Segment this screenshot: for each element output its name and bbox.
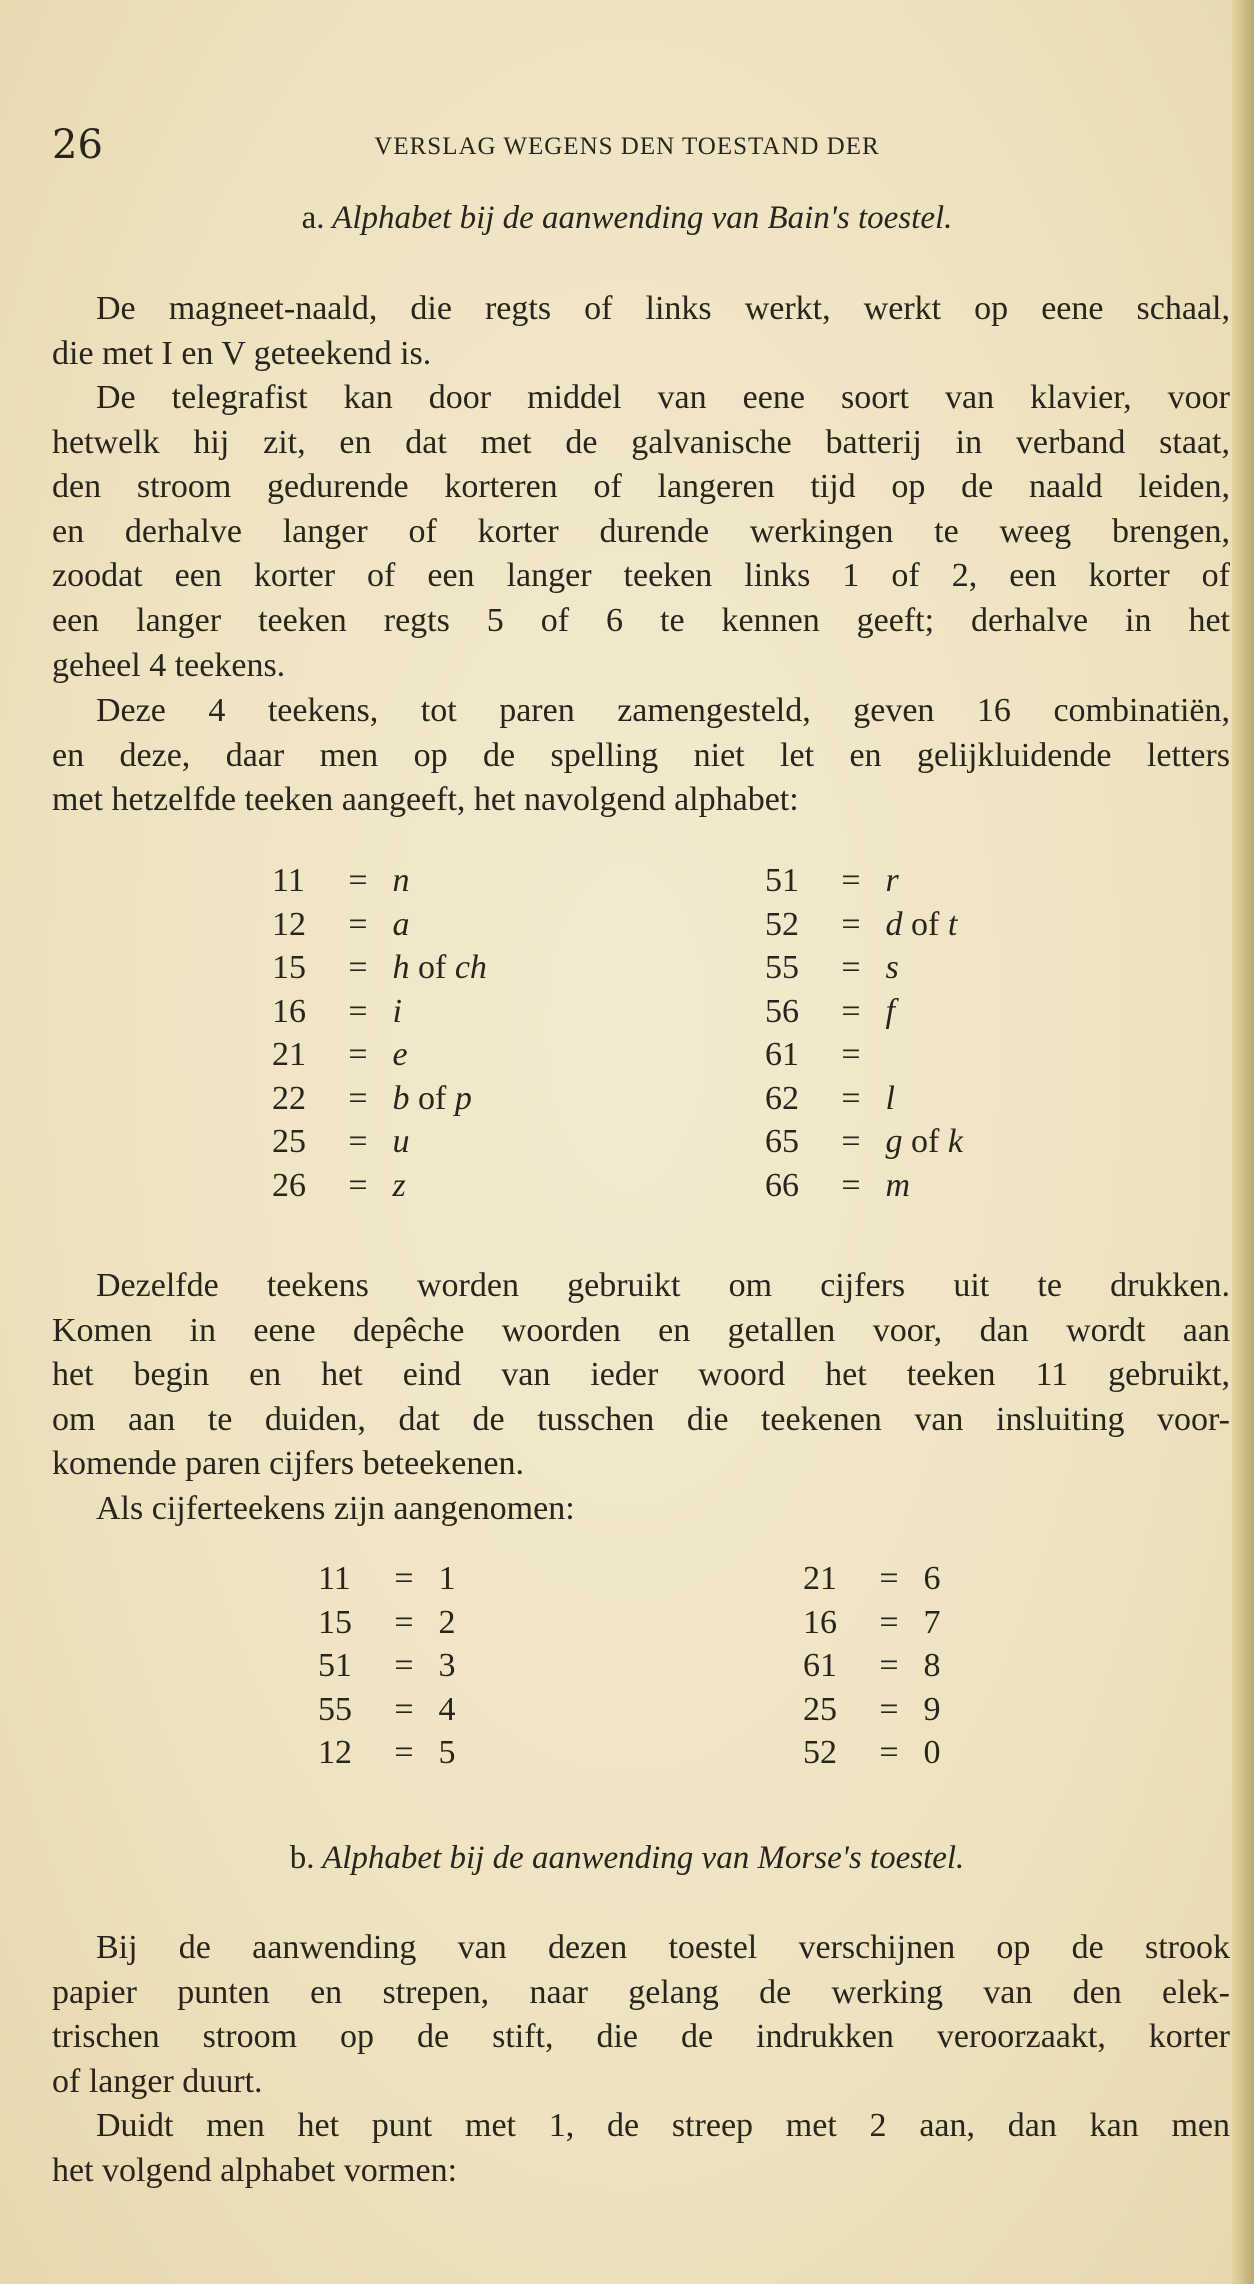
- equals-sign: =: [879, 1560, 899, 1597]
- digit-row: [318, 1691, 456, 1729]
- section-a-heading: [0, 200, 1254, 237]
- digit-row: [318, 1560, 456, 1598]
- equals-sign: =: [394, 1690, 414, 1728]
- section-a-title: Alphabet bij de aanwending van Bain's toestel.: [332, 200, 953, 236]
- equals-sign: =: [841, 949, 861, 986]
- text-line: en derhalve langer of korter durende werkingen te weeg brengen,: [52, 512, 1230, 550]
- text-line: of langer duurt.: [52, 2062, 263, 2100]
- digit-row: [318, 1647, 456, 1685]
- digit-row: [803, 1560, 941, 1598]
- equals-sign: =: [841, 1123, 861, 1160]
- alphabet-row: [272, 906, 410, 944]
- code-number: 12: [272, 905, 306, 943]
- equals-sign: =: [394, 1734, 414, 1771]
- alphabet-row: [765, 862, 899, 900]
- equals-sign: =: [394, 1647, 414, 1684]
- alphabet-row: [272, 1080, 472, 1118]
- text-line: Als cijferteekens zijn aangenomen:: [96, 1490, 575, 1527]
- code-number: 16: [803, 1603, 837, 1641]
- digit-row: [803, 1647, 941, 1685]
- alphabet-row: [272, 862, 410, 900]
- code-number: 21: [803, 1560, 837, 1597]
- text-line: papier punten en strepen, naar gelang de werking van den elek-: [52, 1973, 1230, 2011]
- or-word: of: [409, 1079, 455, 1117]
- section-b-letter: b.: [289, 1840, 315, 1876]
- paragraph-morse-strip: [52, 1926, 1230, 2104]
- code-number: 25: [272, 1123, 306, 1160]
- digit-row: [803, 1691, 941, 1729]
- text-line: het volgend alphabet vormen:: [52, 2151, 458, 2189]
- equals-sign: =: [348, 905, 368, 943]
- page-edge: [1232, 0, 1254, 2284]
- equals-sign: =: [879, 1603, 899, 1641]
- digit-value: 2: [430, 1603, 456, 1641]
- equals-sign: =: [879, 1690, 899, 1728]
- text-line: De telegrafist kan door middel van eene soort van klavier, voor: [96, 379, 1230, 416]
- or-word: of: [902, 1123, 948, 1160]
- text-line: trischen stroom op de stift, die de indrukken veroorzaakt, korter: [52, 2018, 1230, 2056]
- digit-value: 1: [430, 1560, 456, 1597]
- or-word: of: [409, 949, 455, 986]
- text-line: hetwelk hij zit, en dat met de galvanische batterij in verband staat,: [52, 423, 1230, 461]
- equals-sign: =: [348, 862, 368, 899]
- paragraph-telegraphist: [52, 376, 1230, 688]
- section-b-title: Alphabet bij de aanwending van Morse's toestel.: [322, 1840, 965, 1876]
- equals-sign: =: [348, 1123, 368, 1160]
- equals-sign: =: [841, 1036, 861, 1073]
- paragraph-combinations: [52, 689, 1230, 823]
- text-line: het begin en het eind van ieder woord het teeken 11 gebruikt,: [52, 1356, 1230, 1394]
- text-line: De magneet-naald, die regts of links werkt, werkt op eene schaal,: [96, 290, 1230, 327]
- section-a-letter: a.: [301, 200, 325, 236]
- code-number: 55: [765, 949, 799, 986]
- equals-sign: =: [348, 949, 368, 986]
- digit-row: [803, 1734, 941, 1772]
- digit-value: 3: [430, 1647, 456, 1684]
- page-number: 26: [52, 122, 103, 168]
- code-number: 55: [318, 1690, 352, 1728]
- code-number: 52: [803, 1734, 837, 1771]
- code-number: 12: [318, 1734, 352, 1771]
- digit-value: 0: [915, 1734, 941, 1771]
- text-line: Komen in eene depêche woorden en getallen voor, dan wordt aan: [52, 1311, 1230, 1349]
- code-number: 61: [803, 1647, 837, 1684]
- equals-sign: =: [348, 1166, 368, 1204]
- alphabet-row: [272, 1167, 406, 1205]
- alphabet-row: [765, 906, 957, 944]
- equals-sign: =: [348, 1036, 368, 1073]
- text-line: Deze 4 teekens, tot paren zamengesteld, geven 16 combinatiën,: [96, 692, 1230, 729]
- letter-value: r: [877, 862, 899, 899]
- code-number: 65: [765, 1123, 799, 1160]
- paragraph-morse-alphabet-intro: [52, 2104, 1230, 2193]
- letter-value: g: [877, 1123, 903, 1160]
- text-line: zoodat een korter of een langer teeken links 1 of 2, een korter of: [52, 557, 1230, 595]
- code-number: 22: [272, 1079, 306, 1117]
- text-line: Duidt men het punt met 1, de streep met 2 aan, dan kan men: [96, 2107, 1230, 2144]
- letter-value: l: [877, 1079, 895, 1117]
- digit-value: 4: [430, 1690, 456, 1728]
- letter-value: b: [384, 1079, 410, 1117]
- digit-row: [318, 1734, 456, 1772]
- letter-value: u: [384, 1123, 410, 1160]
- text-line: Bij de aanwending van dezen toestel verschijnen op de strook: [96, 1929, 1230, 1966]
- digit-value: 9: [915, 1690, 941, 1728]
- text-line: om aan te duiden, dat de tusschen die teekenen van insluiting voor-: [52, 1400, 1230, 1438]
- alphabet-row: [272, 1036, 408, 1074]
- text-line: geheel 4 teekens.: [52, 646, 286, 684]
- equals-sign: =: [879, 1647, 899, 1684]
- paragraph-digits: [52, 1264, 1230, 1487]
- text-line: een langer teeken regts 5 of 6 te kennen geeft; derhalve in het: [52, 601, 1230, 639]
- letter-value: i: [384, 992, 402, 1030]
- code-number: 66: [765, 1166, 799, 1204]
- digit-row: [803, 1604, 941, 1642]
- equals-sign: =: [348, 992, 368, 1030]
- text-line: Dezelfde teekens worden gebruikt om cijfers uit te drukken.: [96, 1267, 1230, 1304]
- equals-sign: =: [841, 992, 861, 1030]
- code-number: 16: [272, 992, 306, 1030]
- text-line: komende paren cijfers beteekenen.: [52, 1445, 524, 1483]
- equals-sign: =: [394, 1603, 414, 1641]
- letter-value: f: [877, 992, 895, 1030]
- equals-sign: =: [841, 905, 861, 943]
- code-number: 21: [272, 1036, 306, 1073]
- code-number: 25: [803, 1690, 837, 1728]
- text-line: den stroom gedurende korteren of langeren tijd op de naald leiden,: [52, 468, 1230, 506]
- code-number: 11: [272, 862, 305, 899]
- digit-value: 8: [915, 1647, 941, 1684]
- alternate-letter: k: [947, 1123, 963, 1160]
- letter-value: m: [877, 1166, 911, 1204]
- code-number: 52: [765, 905, 799, 943]
- equals-sign: =: [841, 1079, 861, 1117]
- equals-sign: =: [841, 1166, 861, 1204]
- alphabet-row: [765, 949, 899, 987]
- alphabet-row: [765, 993, 895, 1031]
- text-line: en deze, daar men op de spelling niet let en gelijkluidende letters: [52, 736, 1230, 774]
- digit-value: 7: [915, 1603, 941, 1641]
- code-number: 15: [272, 949, 306, 986]
- digit-value: 5: [430, 1734, 456, 1771]
- letter-value: n: [384, 862, 410, 899]
- letter-value: z: [384, 1166, 406, 1204]
- alphabet-row: [765, 1080, 895, 1118]
- code-number: 62: [765, 1079, 799, 1117]
- section-b-heading: [0, 1840, 1254, 1877]
- paragraph-digit-codes-intro: [52, 1487, 1230, 1532]
- equals-sign: =: [348, 1079, 368, 1117]
- letter-value: s: [877, 949, 899, 986]
- equals-sign: =: [879, 1734, 899, 1771]
- equals-sign: =: [394, 1560, 414, 1597]
- letter-value: e: [384, 1036, 408, 1073]
- letter-value: d: [877, 905, 903, 943]
- alphabet-row: [272, 1123, 410, 1161]
- code-number: 61: [765, 1036, 799, 1073]
- code-number: 56: [765, 992, 799, 1030]
- running-title: VERSLAG WEGENS DEN TOESTAND DER: [374, 133, 880, 160]
- alphabet-row: [272, 949, 487, 987]
- paragraph-magnet-needle: [52, 287, 1230, 376]
- code-number: 15: [318, 1603, 352, 1641]
- code-number: 26: [272, 1166, 306, 1204]
- letter-value: h: [384, 949, 410, 986]
- letter-value: a: [384, 905, 410, 943]
- digit-row: [318, 1604, 456, 1642]
- code-number: 51: [318, 1647, 352, 1684]
- alphabet-row: [765, 1036, 877, 1074]
- alphabet-row: [272, 993, 402, 1031]
- alphabet-row: [765, 1123, 963, 1161]
- alternate-letter: t: [947, 905, 958, 943]
- code-number: 11: [318, 1560, 351, 1597]
- alphabet-row: [765, 1167, 910, 1205]
- digit-value: 6: [915, 1560, 941, 1597]
- equals-sign: =: [841, 862, 861, 899]
- alternate-letter: p: [454, 1079, 472, 1117]
- alternate-letter: ch: [454, 949, 487, 986]
- text-line: met hetzelfde teeken aangeeft, het navolgend alphabet:: [52, 781, 799, 819]
- or-word: of: [902, 905, 948, 943]
- text-line: die met I en V geteekend is.: [52, 334, 432, 372]
- code-number: 51: [765, 862, 799, 899]
